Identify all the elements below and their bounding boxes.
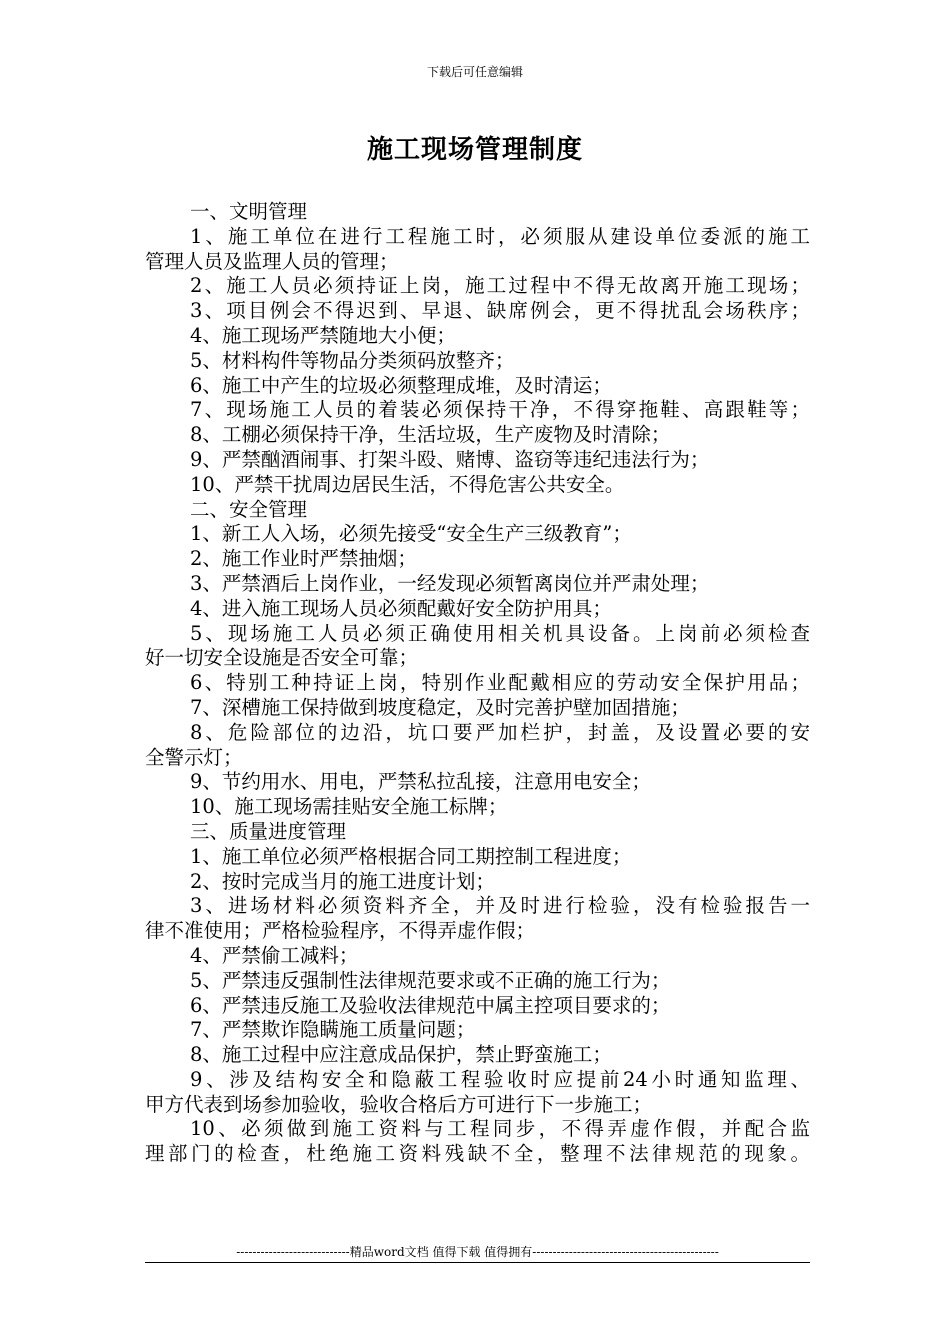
text-line: 甲方代表到场参加验收，验收合格后方可进行下一步施工； (145, 1092, 653, 1116)
text-line: 全警示灯； (145, 745, 243, 769)
text-line: 一、文明管理 (190, 200, 308, 223)
text-line: 8、工棚必须保持干净，生活垃圾，生产废物及时清除； (190, 423, 671, 447)
text-line: 1、施工单位必须严格根据合同工期控制工程进度； (190, 844, 632, 868)
text-line: 5、现场施工人员必须正确使用相关机具设备。上岗前必须检查 (190, 621, 810, 645)
text-line: 三、质量进度管理 (190, 819, 347, 843)
page-header: 下载后可任意编辑 (426, 65, 523, 79)
text-line: 8、危险部位的边沿，坑口要严加栏护，封盖，及设置必要的安 (190, 720, 810, 744)
text-line: 3、项目例会不得迟到、早退、缺席例会，更不得扰乱会场秩序； (190, 299, 810, 323)
text-line: 律不准使用；严格检验程序，不得弄虚作假； (145, 919, 536, 943)
text-line: 2、施工作业时严禁抽烟； (190, 547, 417, 571)
text-line: 10、施工现场需挂贴安全施工标牌； (190, 795, 508, 819)
page-footer: ----------------------------精品word文档 值得下载 值得拥有---------------------------------------------- (236, 1245, 719, 1259)
document-body (145, 200, 810, 1167)
text-line: 5、材料构件等物品分类须码放整齐； (190, 348, 515, 372)
text-line: 9、严禁酗酒闹事、打架斗殴、赌博、盗窃等违纪违法行为； (190, 447, 710, 471)
text-line: 4、进入施工现场人员必须配戴好安全防护用具； (190, 596, 612, 620)
text-line: 二、安全管理 (190, 497, 308, 521)
text-line: 好一切安全设施是否安全可靠； (145, 646, 419, 670)
text-line: 7、深槽施工保持做到坡度稳定，及时完善护壁加固措施； (190, 695, 690, 719)
text-line: 7、现场施工人员的着装必须保持干净，不得穿拖鞋、高跟鞋等； (190, 398, 810, 422)
text-line: 9、节约用水、用电，严禁私拉乱接，注意用电安全； (190, 770, 651, 794)
text-line: 管理人员及监理人员的管理； (145, 249, 399, 273)
text-line: 6、严禁违反施工及验收法律规范中属主控项目要求的； (190, 993, 671, 1017)
text-line: 1、施工单位在进行工程施工时，必须服从建设单位委派的施工 (190, 224, 810, 248)
document-title: 施工现场管理制度 (366, 135, 583, 165)
text-line: 9、涉及结构安全和隐蔽工程验收时应提前24小时通知监理、 (190, 1067, 810, 1091)
text-line: 4、严禁偷工减料； (190, 943, 359, 967)
text-line: 7、严禁欺诈隐瞒施工质量问题； (190, 1018, 476, 1042)
text-line: 2、按时完成当月的施工进度计划； (190, 869, 495, 893)
footer-rule (145, 1262, 810, 1263)
text-line: 5、严禁违反强制性法律规范要求或不正确的施工行为； (190, 968, 671, 992)
text-line: 4、施工现场严禁随地大小便； (190, 323, 456, 347)
text-line: 10、严禁干扰周边居民生活，不得危害公共安全。 (190, 472, 625, 496)
text-line: 3、进场材料必须资料齐全，并及时进行检验，没有检验报告一 (190, 894, 810, 918)
text-line: 6、施工中产生的垃圾必须整理成堆，及时清运； (190, 373, 612, 397)
text-line: 8、施工过程中应注意成品保护，禁止野蛮施工； (190, 1043, 612, 1067)
text-line: 2、施工人员必须持证上岗，施工过程中不得无故离开施工现场； (190, 274, 810, 298)
text-line: 1、新工人入场，必须先接受“安全生产三级教育”； (190, 522, 632, 546)
text-line: 10、必须做到施工资料与工程同步，不得弄虚作假，并配合监 (190, 1117, 810, 1141)
text-line: 6、特别工种持证上岗，特别作业配戴相应的劳动安全保护用品； (190, 671, 810, 695)
text-line: 理部门的检查，杜绝施工资料残缺不全，整理不法律规范的现象。 (145, 1142, 810, 1166)
text-line: 3、严禁酒后上岗作业，一经发现必须暂离岗位并严肃处理； (190, 571, 710, 595)
